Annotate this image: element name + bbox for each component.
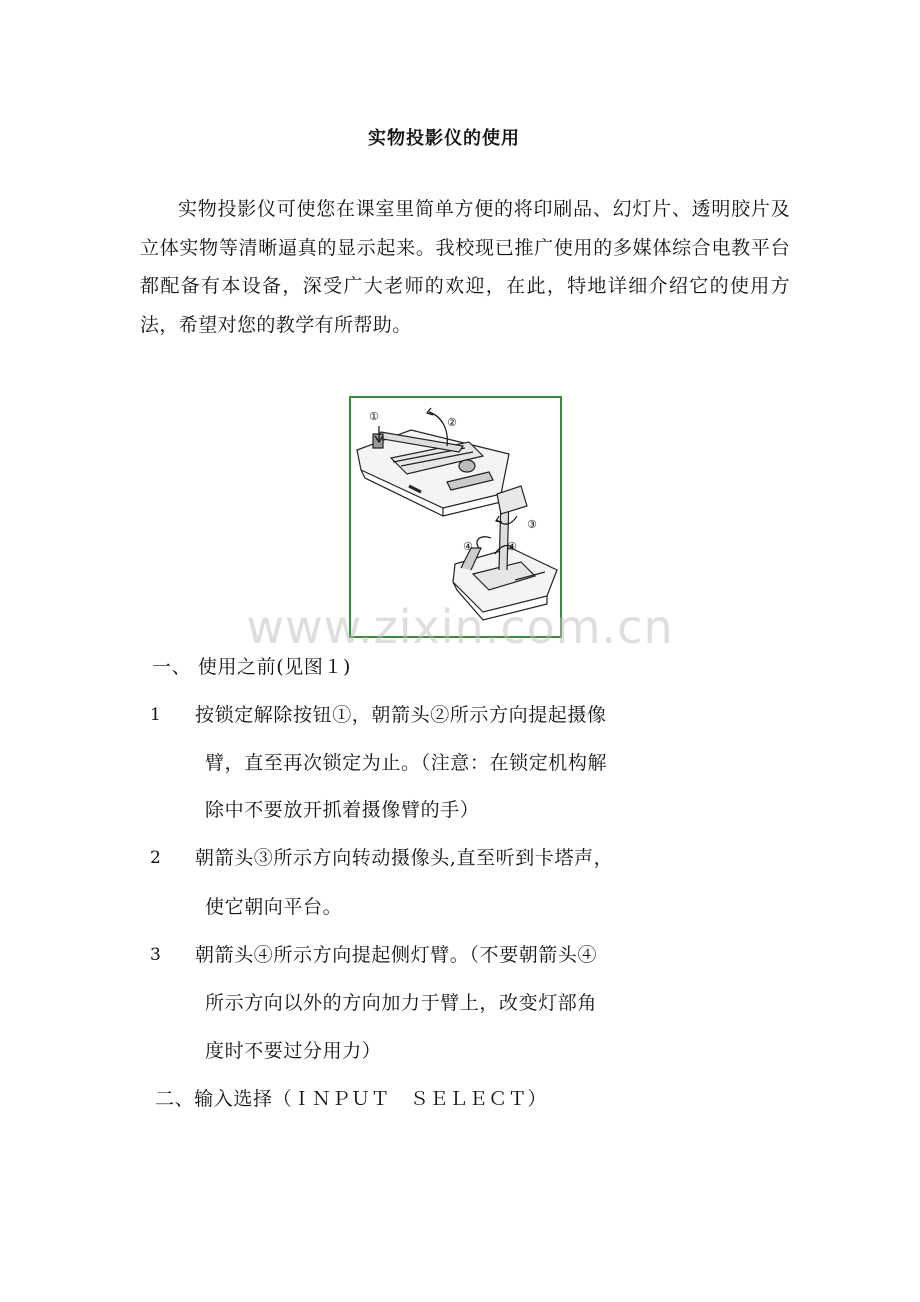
step-number: 2: [150, 848, 161, 868]
step-3-line-1: 朝箭头④所示方向提起侧灯臂。（不要朝箭头④: [195, 944, 598, 966]
step-1-line-3: 除中不要放开抓着摄像臂的手）: [205, 799, 480, 821]
step-1-line-1: 按锁定解除按钮①，朝箭头②所示方向提起摄像: [195, 704, 607, 726]
callout-1: ①: [369, 410, 379, 423]
callout-2: ②: [447, 416, 457, 429]
step-number: 1: [150, 705, 161, 725]
step-3-line-3: 度时不要过分用力）: [205, 1040, 382, 1062]
document-title: 实物投影仪的使用: [368, 128, 520, 149]
projector-folded: [357, 430, 509, 516]
watermark: www.zixin.com.cn: [246, 600, 674, 654]
section-2-heading: 二、输入选择（ＩＮＰＵＴ ＳＥＬＥＣＴ）: [155, 1088, 548, 1110]
step-1-line-2: 臂，直至再次锁定为止。（注意：在锁定机构解: [205, 752, 608, 774]
intro-paragraph: 实物投影仪可使您在课室里简单方便的将印刷品、幻灯片、透明胶片及立体实物等清晰逼真的显示起来。我校现已推广使用的多媒体综合电教平台都配备有本设备，深受广大老师的欢迎，在此，特地详细介绍它的使用方法，希望对您的教学有所帮助。: [140, 198, 790, 336]
callout-4-left: ④: [463, 540, 473, 553]
step-2-line-2: 使它朝向平台。: [205, 896, 343, 918]
callout-4-right: ④: [507, 540, 517, 553]
step-number: 3: [150, 945, 161, 965]
step-3-line-2: 所示方向以外的方向加力于臂上，改变灯部角: [205, 992, 598, 1014]
callout-3: ③: [527, 518, 537, 531]
section-1-heading: 一、 使用之前(见图１): [152, 656, 352, 678]
step-2-line-1: 朝箭头③所示方向转动摄像头,直至听到卡塔声，: [195, 847, 614, 869]
